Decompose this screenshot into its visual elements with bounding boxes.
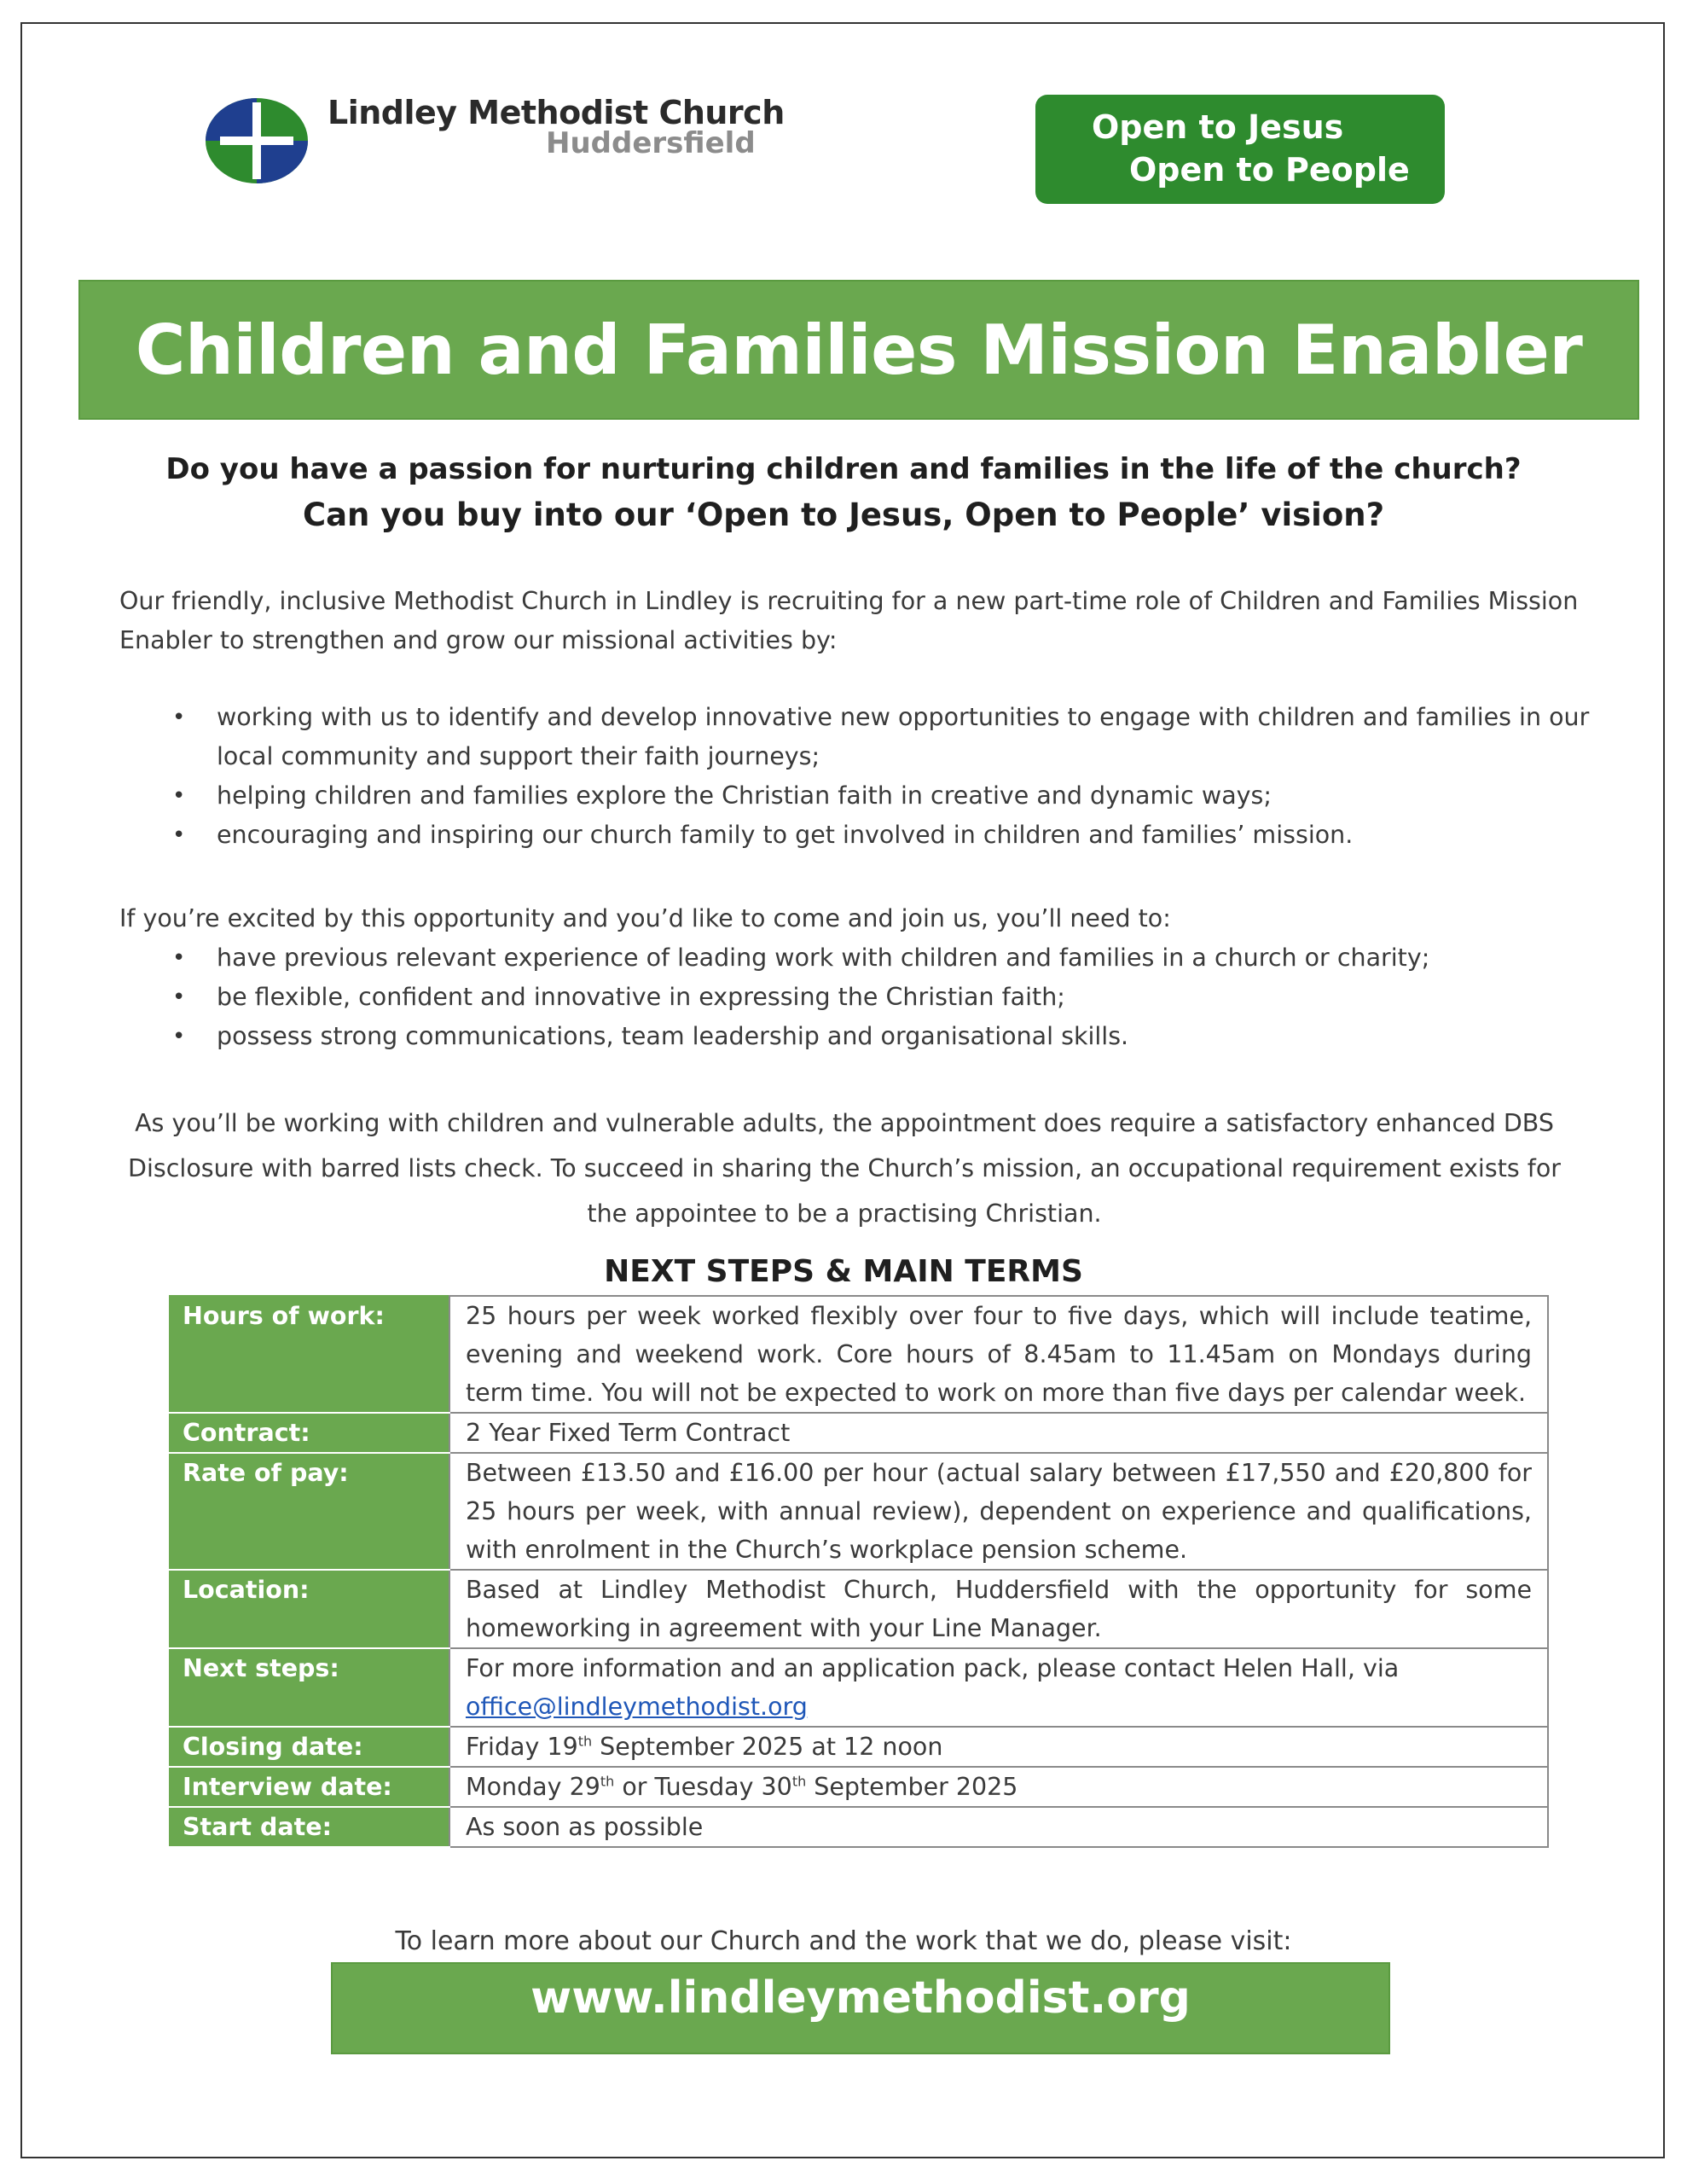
pay-value: Between £13.50 and £16.00 per hour (actual salary between £17,550 and £20,800 for 25 hours per week, with annual review), dependent on experience and qualifications, with enrolment in the Church’s workplace pension scheme.: [449, 1453, 1548, 1570]
closing-date-value: [449, 1727, 1548, 1767]
contract-value: 2 Year Fixed Term Contract: [449, 1413, 1548, 1453]
location-value: Based at Lindley Methodist Church, Huddersfield with the opportunity for some homeworking in agreement with your Line Manager.: [449, 1570, 1548, 1648]
badge-line-1: Open to Jesus: [1092, 108, 1344, 146]
table-row: [170, 1296, 1548, 1413]
title-banner: [78, 280, 1639, 420]
website-url[interactable]: www.lindleymethodist.org: [331, 1962, 1390, 2054]
start-date-value: As soon as possible: [449, 1807, 1548, 1847]
terms-table: [169, 1295, 1549, 1848]
list-item: [172, 698, 1612, 776]
hours-label: Hours of work:: [170, 1296, 449, 1413]
closing-day: Friday 19: [466, 1733, 578, 1761]
question-vision: Can you buy into our ‘Open to Jesus, Open to People’ vision?: [302, 497, 1385, 533]
requirements-list: [172, 938, 1632, 1056]
contract-label: Contract:: [170, 1413, 449, 1453]
list-item: [172, 978, 1632, 1017]
bullet-icon: •: [172, 705, 186, 730]
table-row: [170, 1453, 1548, 1570]
table-row: [170, 1570, 1548, 1648]
page-title: Children and Families Mission Enabler: [135, 310, 1583, 390]
list-item: [172, 776, 1612, 816]
next-steps-label: Next steps:: [170, 1648, 449, 1727]
closing-date-label: Closing date:: [170, 1727, 449, 1767]
vision-badge: [1035, 95, 1445, 204]
table-row: [170, 1767, 1548, 1807]
list-item: [172, 816, 1612, 855]
duty-text: helping children and families explore the Christian faith in creative and dynamic ways;: [217, 781, 1272, 810]
church-name: Lindley Methodist Church: [328, 94, 785, 131]
list-item: [172, 1017, 1632, 1056]
question-passion: Do you have a passion for nurturing children and families in the life of the church?: [165, 452, 1522, 486]
interview-date-value: [449, 1767, 1548, 1807]
bullet-icon: •: [172, 822, 186, 848]
bullet-icon: •: [172, 945, 186, 971]
next-steps-text: For more information and an application pack, please contact Helen Hall, via: [466, 1654, 1400, 1682]
interview-rest: September 2025: [806, 1773, 1018, 1801]
dbs-note: As you’ll be working with children and vulnerable adults, the appointment does require a satisfactory enhanced DBS Disclosure with barred lists check. To succeed in sharing the Church’s mission, an occupational requirement exists for the appointee to be a practising Christian.: [128, 1109, 1561, 1228]
pay-label: Rate of pay:: [170, 1453, 449, 1570]
table-row: [170, 1807, 1548, 1847]
badge-line-2: Open to People: [1129, 151, 1410, 189]
duties-list: [172, 698, 1612, 855]
terms-heading: NEXT STEPS & MAIN TERMS: [604, 1254, 1083, 1289]
requirement-text: have previous relevant experience of leading work with children and families in a church or charity;: [217, 944, 1430, 972]
email-link[interactable]: office@lindleymethodist.org: [466, 1693, 808, 1721]
requirement-text: be flexible, confident and innovative in expressing the Christian faith;: [217, 983, 1065, 1011]
location-label: Location:: [170, 1570, 449, 1648]
interview-ordinal-1: th: [600, 1773, 615, 1790]
list-item: [172, 938, 1632, 978]
requirements-intro: If you’re excited by this opportunity and you’d like to come and join us, you’ll need to:: [119, 904, 1171, 932]
interview-mid: or Tuesday 30: [614, 1773, 792, 1801]
next-steps-value: [449, 1648, 1548, 1727]
church-town: Huddersfield: [546, 126, 756, 160]
bullet-icon: •: [172, 1024, 186, 1049]
table-row: [170, 1727, 1548, 1767]
table-row: [170, 1413, 1548, 1453]
hours-value: 25 hours per week worked flexibly over four to five days, which will include teatime, evening and weekend work. Core hours of 8.45am to 11.45am on Mondays during term time. You will not be expected to work on more than five days per calendar week.: [449, 1296, 1548, 1413]
intro-paragraph: Our friendly, inclusive Methodist Church in Lindley is recruiting for a new part-time role of Children and Families Mission Enabler to strengthen and grow our missional activities by:: [119, 587, 1579, 654]
bullet-icon: •: [172, 985, 186, 1010]
start-date-label: Start date:: [170, 1807, 449, 1847]
interview-date-label: Interview date:: [170, 1767, 449, 1807]
closing-ordinal: th: [577, 1733, 593, 1750]
bullet-icon: •: [172, 783, 186, 809]
interview-day-1: Monday 29: [466, 1773, 600, 1801]
footer-text: To learn more about our Church and the work that we do, please visit:: [395, 1926, 1292, 1956]
interview-ordinal-2: th: [791, 1773, 807, 1790]
closing-rest: September 2025 at 12 noon: [592, 1733, 943, 1761]
duty-text: working with us to identify and develop innovative new opportunities to engage with children and families in our local community and support their faith journeys;: [217, 703, 1590, 770]
duty-text: encouraging and inspiring our church family to get involved in children and families’ mission.: [217, 821, 1354, 849]
table-row: [170, 1648, 1548, 1727]
requirement-text: possess strong communications, team leadership and organisational skills.: [217, 1022, 1129, 1050]
church-logo-icon: [203, 96, 310, 186]
